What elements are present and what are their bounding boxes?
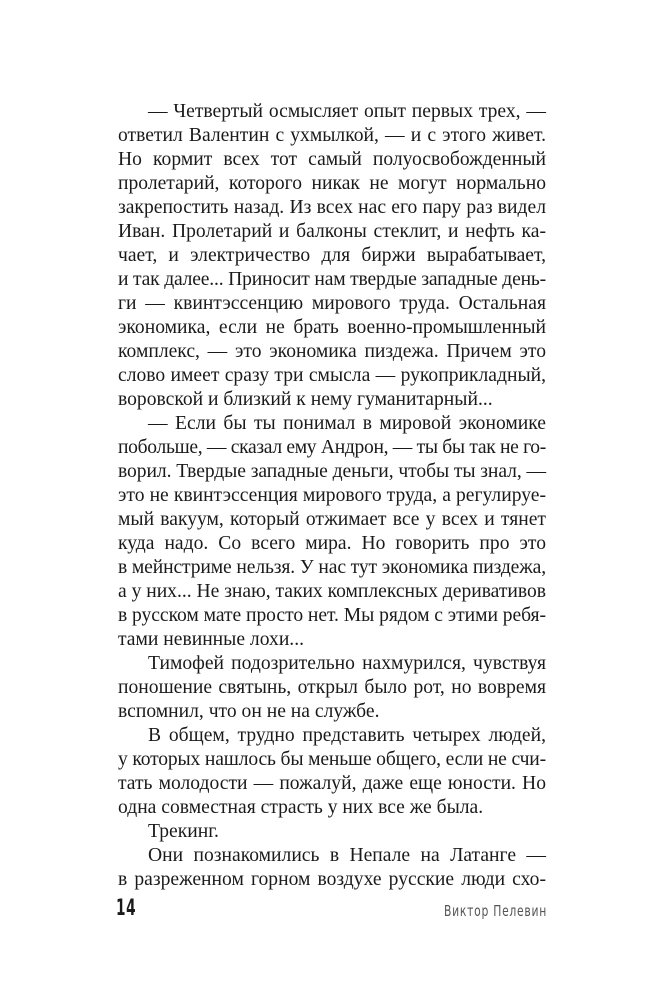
text-line: экономика, если не брать военно-промышленный (118, 317, 546, 338)
text-line: тами невинные лохи... (118, 629, 304, 650)
page-number: 14 (116, 896, 137, 921)
text-line: закрепостить назад. Из всех нас его пару раз видел (118, 197, 546, 218)
text-line: мый вакуум, который отжимает все у всех и тянет (118, 509, 546, 530)
text-line: а у них... Не знаю, таких комплексных деривативов (118, 581, 546, 602)
text-line: воровской и близкий к нему гуманитарный... (118, 389, 493, 410)
body-text (118, 100, 546, 892)
text-line: поношение святынь, открыл было рот, но вовремя (118, 677, 546, 698)
text-line: комплекс, — это экономика пиздежа. Причем это (118, 341, 546, 362)
text-line: тать молодости — пожалуй, даже еще юности. Но (118, 773, 546, 794)
text-line: вспомнил, что он не на службе. (118, 701, 380, 722)
text-line: куда надо. Со всего мира. Но говорить про это (118, 533, 546, 554)
running-head-author: Виктор Пелевин (444, 902, 547, 920)
text-line: одна совместная страсть у них все же была. (118, 797, 484, 818)
text-line: побольше, — сказал ему Андрон, — ты бы так не го- (118, 437, 546, 458)
text-line: В общем, трудно представить четырех людей, (148, 725, 546, 746)
text-line: Но кормит всех тот самый полуосвобожденный (118, 149, 546, 170)
text-line: в мейнстриме нельзя. У нас тут экономика пиздежа, (118, 557, 547, 578)
text-line: это не квинтэссенция мирового труда, а регулируе- (118, 485, 546, 506)
text-line: ответил Валентин с ухмылкой, — и с этого живет. (118, 125, 546, 146)
text-line: слово имеет сразу три смысла — рукоприкладный, (118, 365, 546, 386)
text-line: чает, и электричество для биржи вырабатывает, (118, 245, 546, 266)
text-line: у которых нашлось бы меньше общего, если не счи- (118, 749, 546, 770)
text-line: ворил. Твердые западные деньги, чтобы ты знал, — (118, 461, 546, 482)
text-line: — Если бы ты понимал в мировой экономике (148, 413, 546, 434)
text-line: в русском мате просто нет. Мы рядом с этими ребя- (118, 605, 547, 626)
text-line: в разреженном горном воздухе русские люди схо- (118, 869, 546, 890)
text-line: ги — квинтэссенцию мирового труда. Остальная (118, 293, 546, 314)
text-line: Они познакомились в Непале на Латанге — (148, 845, 546, 866)
text-line: пролетарий, которого никак не могут нормально (118, 173, 546, 194)
text-line: и так далее... Приносит нам твердые западные день- (118, 269, 546, 290)
text-line: Тимофей подозрительно нахмурился, чувствуя (148, 653, 546, 674)
text-line: Иван. Пролетарий и балконы стеклит, и нефть ка- (118, 221, 546, 242)
text-line: Трекинг. (148, 821, 219, 842)
text-line: — Четвертый осмысляет опыт первых трех, — (148, 101, 546, 122)
